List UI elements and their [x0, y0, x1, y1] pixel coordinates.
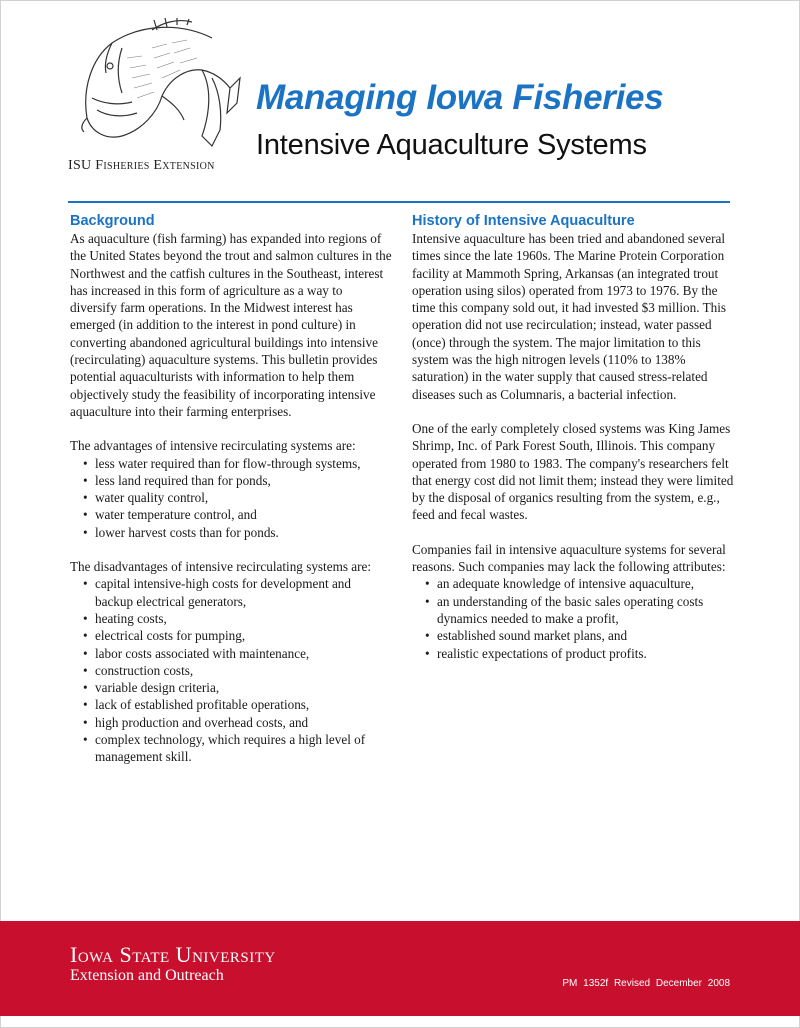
right-column: [412, 212, 734, 679]
series-title: Managing Iowa Fisheries: [256, 78, 664, 117]
list-item: • capital intensive-high costs for development and backup electrical generators,: [95, 575, 392, 610]
list-item: • water temperature control, and: [95, 506, 392, 523]
unit-name: ISU Fisheries Extension: [68, 158, 215, 173]
list-item: • established sound market plans, and: [437, 627, 734, 644]
list-item: • electrical costs for pumping,: [95, 627, 392, 644]
list-item: • an adequate knowledge of intensive aquaculture,: [437, 575, 734, 592]
university-wordmark: Iowa State University: [70, 942, 276, 967]
header-rule: [68, 201, 730, 203]
fish-illustration-icon: [62, 18, 242, 148]
left-column: [70, 212, 392, 783]
list-item: • realistic expectations of product profits.: [437, 645, 734, 662]
history-paragraph-1: Intensive aquaculture has been tried and abandoned several times since the late 1960s. The Marine Protein Corporation facility at Mammoth Spring, Arkansas (an integrated trout operation using silos) operated from 1973 to 1976. By the time this company sold out, it had invested $3 million. This operation did not use recirculation; instead, water passed (once) through the system. The major limitation to this system was the high nitrogen levels (110% to 138% saturation) in the water supply that caused stress-related diseases such as Columnaris, a bacterial infection.: [412, 231, 727, 402]
advantages-intro: The advantages of intensive recirculating systems are:: [70, 438, 356, 454]
list-item: • construction costs,: [95, 662, 392, 679]
list-item: • less land required than for ponds,: [95, 472, 392, 489]
list-item: • variable design criteria,: [95, 679, 392, 696]
history-paragraph-2: One of the early completely closed systems was King James Shrimp, Inc. of Park Forest South, Illinois. This company operated from 1980 to 1983. The company's researchers felt that energy cost did not limit them; instead they were limited by the disposal of organics resulting from the system, e.g., feed and fecal wastes.: [412, 420, 734, 523]
disadvantages-list: [70, 575, 392, 765]
document-title: Intensive Aquaculture Systems: [256, 129, 647, 161]
list-item: • labor costs associated with maintenance,: [95, 645, 392, 662]
history-paragraph-3: Companies fail in intensive aquaculture systems for several reasons. Such companies may lack the following attributes:: [412, 541, 726, 575]
attributes-list: [412, 575, 734, 661]
list-item: • less water required than for flow-through systems,: [95, 455, 392, 472]
disadvantages-intro: The disadvantages of intensive recirculating systems are:: [70, 559, 372, 575]
list-item: • water quality control,: [95, 489, 392, 506]
publication-info: PM 1352f Revised December 2008: [562, 978, 730, 989]
list-item: • lack of established profitable operations,: [95, 696, 392, 713]
list-item: • lower harvest costs than for ponds.: [95, 524, 392, 541]
list-item: • high production and overhead costs, and: [95, 714, 392, 731]
list-item: • complex technology, which requires a high level of management skill.: [95, 731, 392, 766]
extension-label: Extension and Outreach: [70, 967, 224, 984]
advantages-list: [70, 455, 392, 541]
history-heading: History of Intensive Aquaculture: [412, 213, 635, 229]
background-paragraph: As aquaculture (fish farming) has expanded into regions of the United States beyond the trout and salmon cultures in the Northwest and the catfish cultures in the Southeast, interest has increased in this form of agriculture as a way to diversify farm operations. In the Midwest interest has emerged (in addition to the interest in pond culture) in converting abandoned agricultural buildings into intensive (recirculating) aquaculture systems. This bulletin provides potential aquaculturists with information to help them objectively study the feasibility of incorporating intensive aquaculture into their farming enterprises.: [70, 231, 392, 419]
list-item: • heating costs,: [95, 610, 392, 627]
list-item: • an understanding of the basic sales operating costs dynamics needed to make a profit,: [437, 593, 734, 628]
background-heading: Background: [70, 213, 155, 229]
